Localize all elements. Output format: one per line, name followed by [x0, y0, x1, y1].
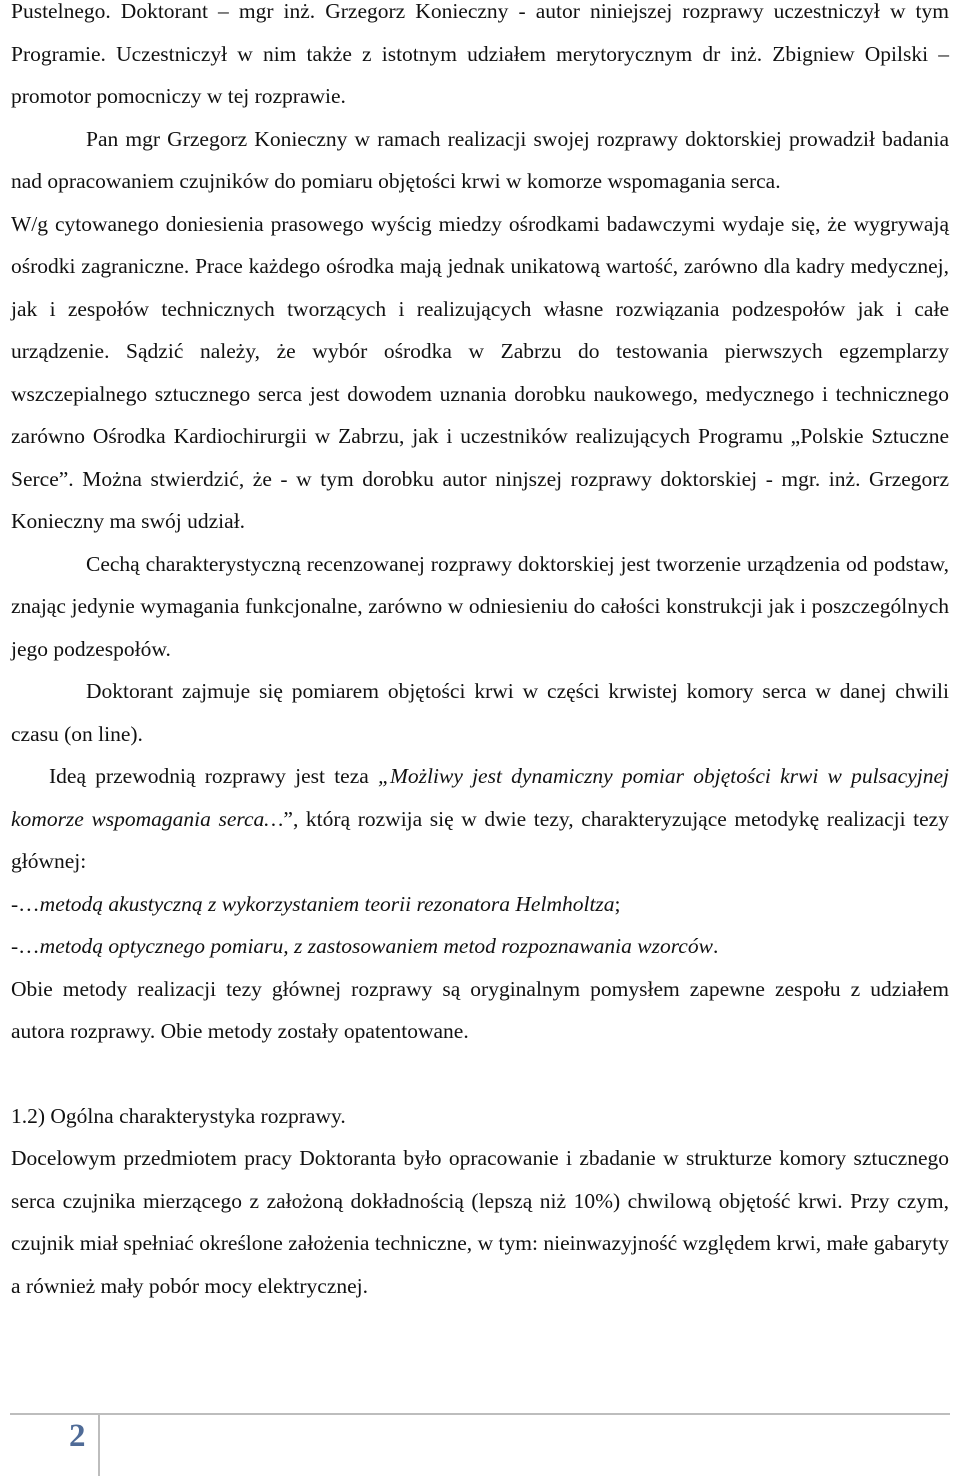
thesis-lead-text: Ideą przewodnią rozprawy jest teza: [49, 764, 379, 788]
paragraph-programme-participation: Pustelnego. Doktorant – mgr inż. Grzegorz Konieczny - autor niniejszej rozprawy uczestniczył w tym Programie. Uczestniczył w nim także z istotnym udziałem merytorycznym dr inż. Zbigniew Opilski – promotor pomocniczy w tej rozprawie.: [11, 0, 949, 108]
section-spacer: [11, 1053, 949, 1095]
document-body: [11, 0, 949, 1307]
footer-rule: [10, 1413, 950, 1415]
list-item-text: metodą optycznego pomiaru, z zastosowaniem metod rozpoznawania wzorców: [39, 934, 713, 958]
section-heading: 1.2) Ogólna charakterystyka rozprawy.: [11, 1103, 346, 1128]
list-item-acoustic-method: [11, 883, 949, 926]
paragraph-press-report: W/g cytowanego doniesienia prasowego wyścig miedzy ośrodkami badawczymi wydaje się, że wygrywają ośrodki zagraniczne. Prace każdego ośrodka mają jednak unikatową wartość, zarówno dla kadry medycznej, jak i zespołów technicznych tworzących i realizujących własne rozwiązania podzespołów jak i całe urządzenie. Sądzić należy, że wybór ośrodka w Zabrzu do testowania pierwszych egzemplarzy wszczepialnego sztucznego serca jest dowodem uznania dorobku naukowego, medycznego i technicznego zarówno Ośrodka Kardiochirurgii w Zabrzu, jak i uczestników realizujących Programu „Polskie Sztuczne Serce”. Można stwierdzić, że - w tym dorobku autor ninjszej rozprawy doktorskiej - mgr. inż. Grzegorz Konieczny ma swój udział.: [11, 211, 949, 533]
list-item-text: metodą akustyczną z wykorzystaniem teorii rezonatora Helmholtza: [39, 891, 615, 916]
list-item-optical-method: [11, 925, 949, 968]
thesis-tail-text: ”, którą rozwija się w dwie tezy, charakteryzujące metodykę realizacji tezy głównej:: [11, 806, 949, 873]
paragraph-patented-methods: Obie metody realizacji tezy głównej rozprawy są oryginalnym pomysłem zapewne zespołu z udziałem autora rozprawy. Obie metody zostały opatentowane.: [11, 976, 949, 1043]
paragraph-research-objective: Docelowym przedmiotem pracy Doktoranta było opracowanie i zbadanie w strukturze komory sztucznego serca czujnika mierzącego z założoną dokładnością (lepszą niż 10%) chwilową objętość krwi. Przy czym, czujnik miał spełniać określone założenia techniczne, w tym: nieinwazyjność względem krwi, małe gabaryty a również mały pobór mocy elektrycznej.: [11, 1146, 949, 1298]
list-item-suffix: .: [712, 934, 719, 958]
list-item-prefix: -…: [11, 891, 40, 916]
paragraph-sensor-research: Pan mgr Grzegorz Konieczny w ramach realizacji swojej rozprawy doktorskiej prowadził badania nad opracowaniem czujników do pomiaru objętości krwi w komorze wspomagania serca.: [11, 126, 949, 193]
thesis-quote: „Możliwy jest dynamiczny pomiar objętości krwi w pulsacyjnej komorze wspomagania serca…: [11, 764, 949, 831]
paragraph-characteristic-feature: Cechą charakterystyczną recenzowanej rozprawy doktorskiej jest tworzenie urządzenia od podstaw, znając jedynie wymagania funkcjonalne, zarówno w odniesieniu do całości konstrukcji jak i poszczególnych jego podzespołów.: [11, 551, 949, 661]
paragraph-blood-volume-measurement: Doktorant zajmuje się pomiarem objętości krwi w części krwistej komory serca w danej chwili czasu (on line).: [11, 679, 949, 746]
list-item-suffix: ;: [614, 891, 621, 916]
footer-divider: [98, 1414, 100, 1476]
page-number: 2: [69, 1418, 86, 1454]
paragraph-main-thesis: [11, 755, 949, 883]
list-item-prefix: -…: [11, 934, 40, 958]
